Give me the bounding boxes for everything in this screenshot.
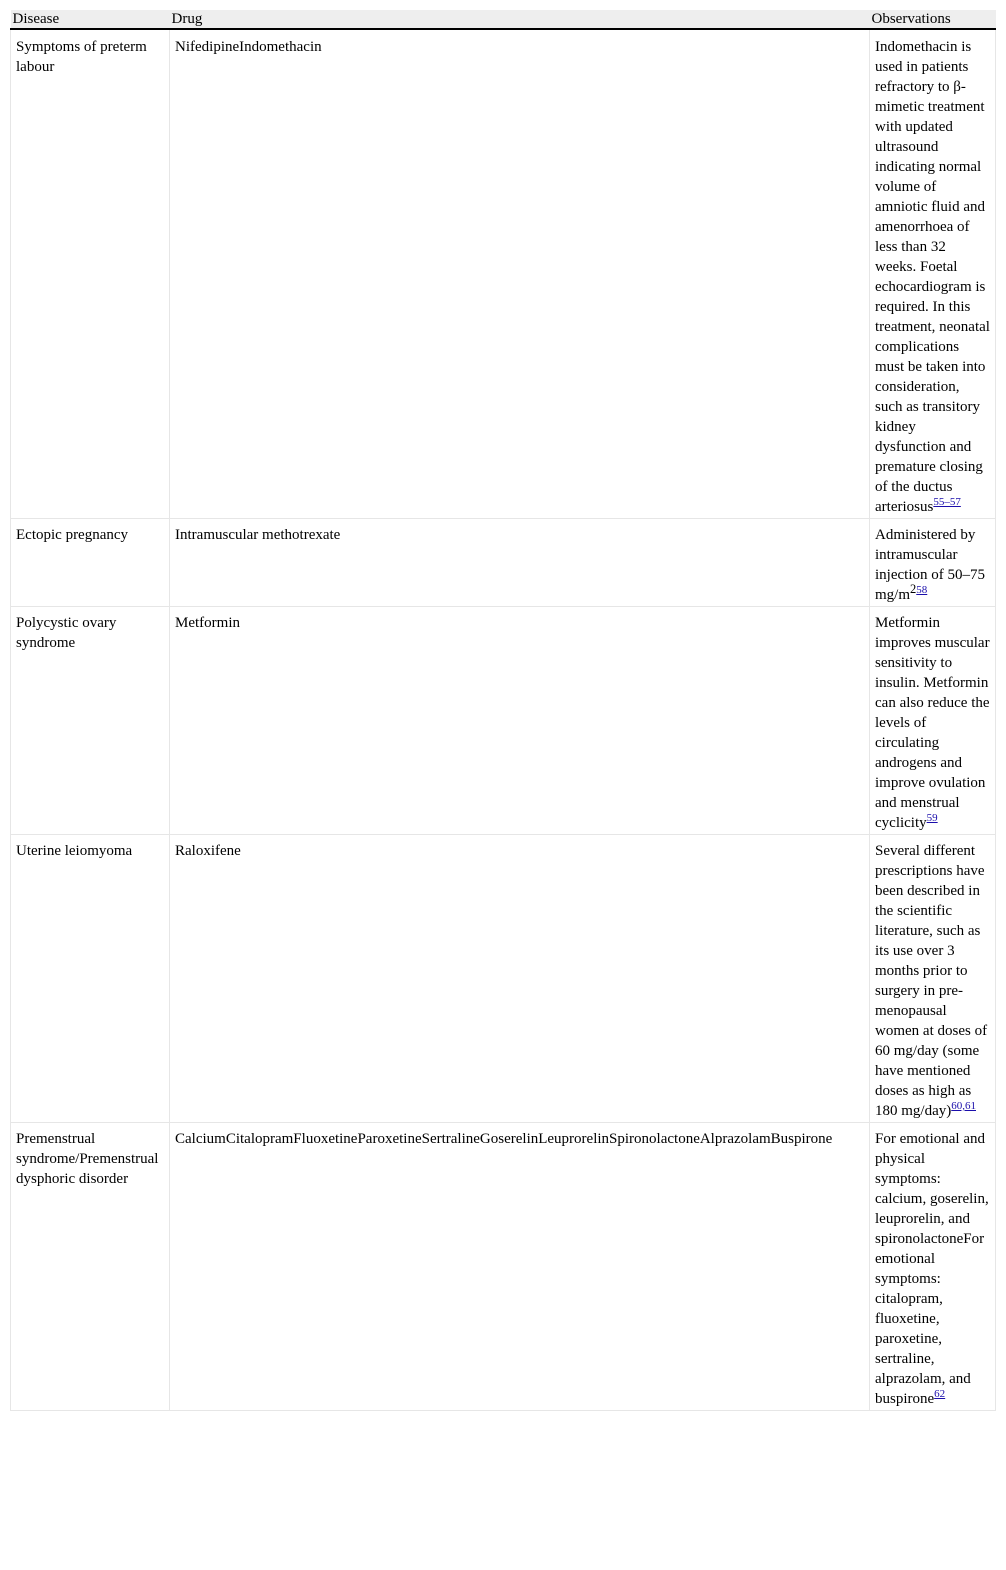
- drug-cell: Metformin: [170, 607, 870, 835]
- drug-table: [10, 10, 996, 1411]
- observations-cell: [870, 1123, 996, 1411]
- disease-cell: Polycystic ovary syndrome: [11, 607, 170, 835]
- reference-link[interactable]: 60,61: [951, 1100, 976, 1112]
- table-body: [11, 29, 996, 1411]
- disease-cell: Uterine leiomyoma: [11, 835, 170, 1123]
- observations-text: Administered by intramuscular injection of 50–75 mg/m: [875, 527, 985, 603]
- disease-cell: Symptoms of preterm labour: [11, 29, 170, 519]
- observations-cell: [870, 607, 996, 835]
- observations-cell: [870, 519, 996, 607]
- observations-text: Several different prescriptions have been described in the scientific literature, such as its use over 3 months prior to surgery in pre-menopausal women at doses of 60 mg/day (some have mentioned doses as high as 180 mg/day): [875, 843, 988, 1119]
- observations-cell: [870, 29, 996, 519]
- observations-cell: [870, 835, 996, 1123]
- header-observations: Observations: [870, 10, 996, 29]
- table-row: [11, 29, 996, 519]
- drug-cell: CalciumCitalopramFluoxetineParoxetineSertralineGoserelinLeuprorelinSpironolactoneAlprazolamBuspirone: [170, 1123, 870, 1411]
- drug-cell: Intramuscular methotrexate: [170, 519, 870, 607]
- reference-link[interactable]: 55–57: [933, 496, 961, 508]
- observations-text: For emotional and physical symptoms: calcium, goserelin, leuprorelin, and spironolactoneFor emotional symptoms: citalopram, fluoxetine, paroxetine, sertraline, alprazolam, and buspirone: [875, 1131, 989, 1407]
- header-row: [11, 10, 996, 29]
- drug-cell: Raloxifene: [170, 835, 870, 1123]
- table-row: [11, 835, 996, 1123]
- reference-link[interactable]: 59: [926, 812, 938, 824]
- header-drug: Drug: [170, 10, 870, 29]
- table-row: [11, 1123, 996, 1411]
- drug-cell: NifedipineIndomethacin: [170, 29, 870, 519]
- header-disease: Disease: [11, 10, 170, 29]
- reference-link[interactable]: 62: [934, 1388, 946, 1400]
- disease-cell: Ectopic pregnancy: [11, 519, 170, 607]
- table-row: [11, 519, 996, 607]
- observations-text: Metformin improves muscular sensitivity to insulin. Metformin can also reduce the levels of circulating androgens and improve ovulation and menstrual cyclicity: [875, 615, 990, 831]
- reference-link[interactable]: 58: [916, 584, 928, 596]
- unit-superscript: 2: [910, 582, 917, 596]
- table-header: [11, 10, 996, 29]
- table-container: [10, 10, 995, 1411]
- observations-text: Indomethacin is used in patients refractory to β-mimetic treatment with updated ultrasound indicating normal volume of amniotic fluid and amenorrhoea of less than 32 weeks. Foetal echocardiogram is required. In this treatment, neonatal complications must be taken into consideration, such as transitory kidney dysfunction and premature closing of the ductus arteriosus: [875, 39, 990, 515]
- table-row: [11, 607, 996, 835]
- disease-cell: Premenstrual syndrome/Premenstrual dysphoric disorder: [11, 1123, 170, 1411]
